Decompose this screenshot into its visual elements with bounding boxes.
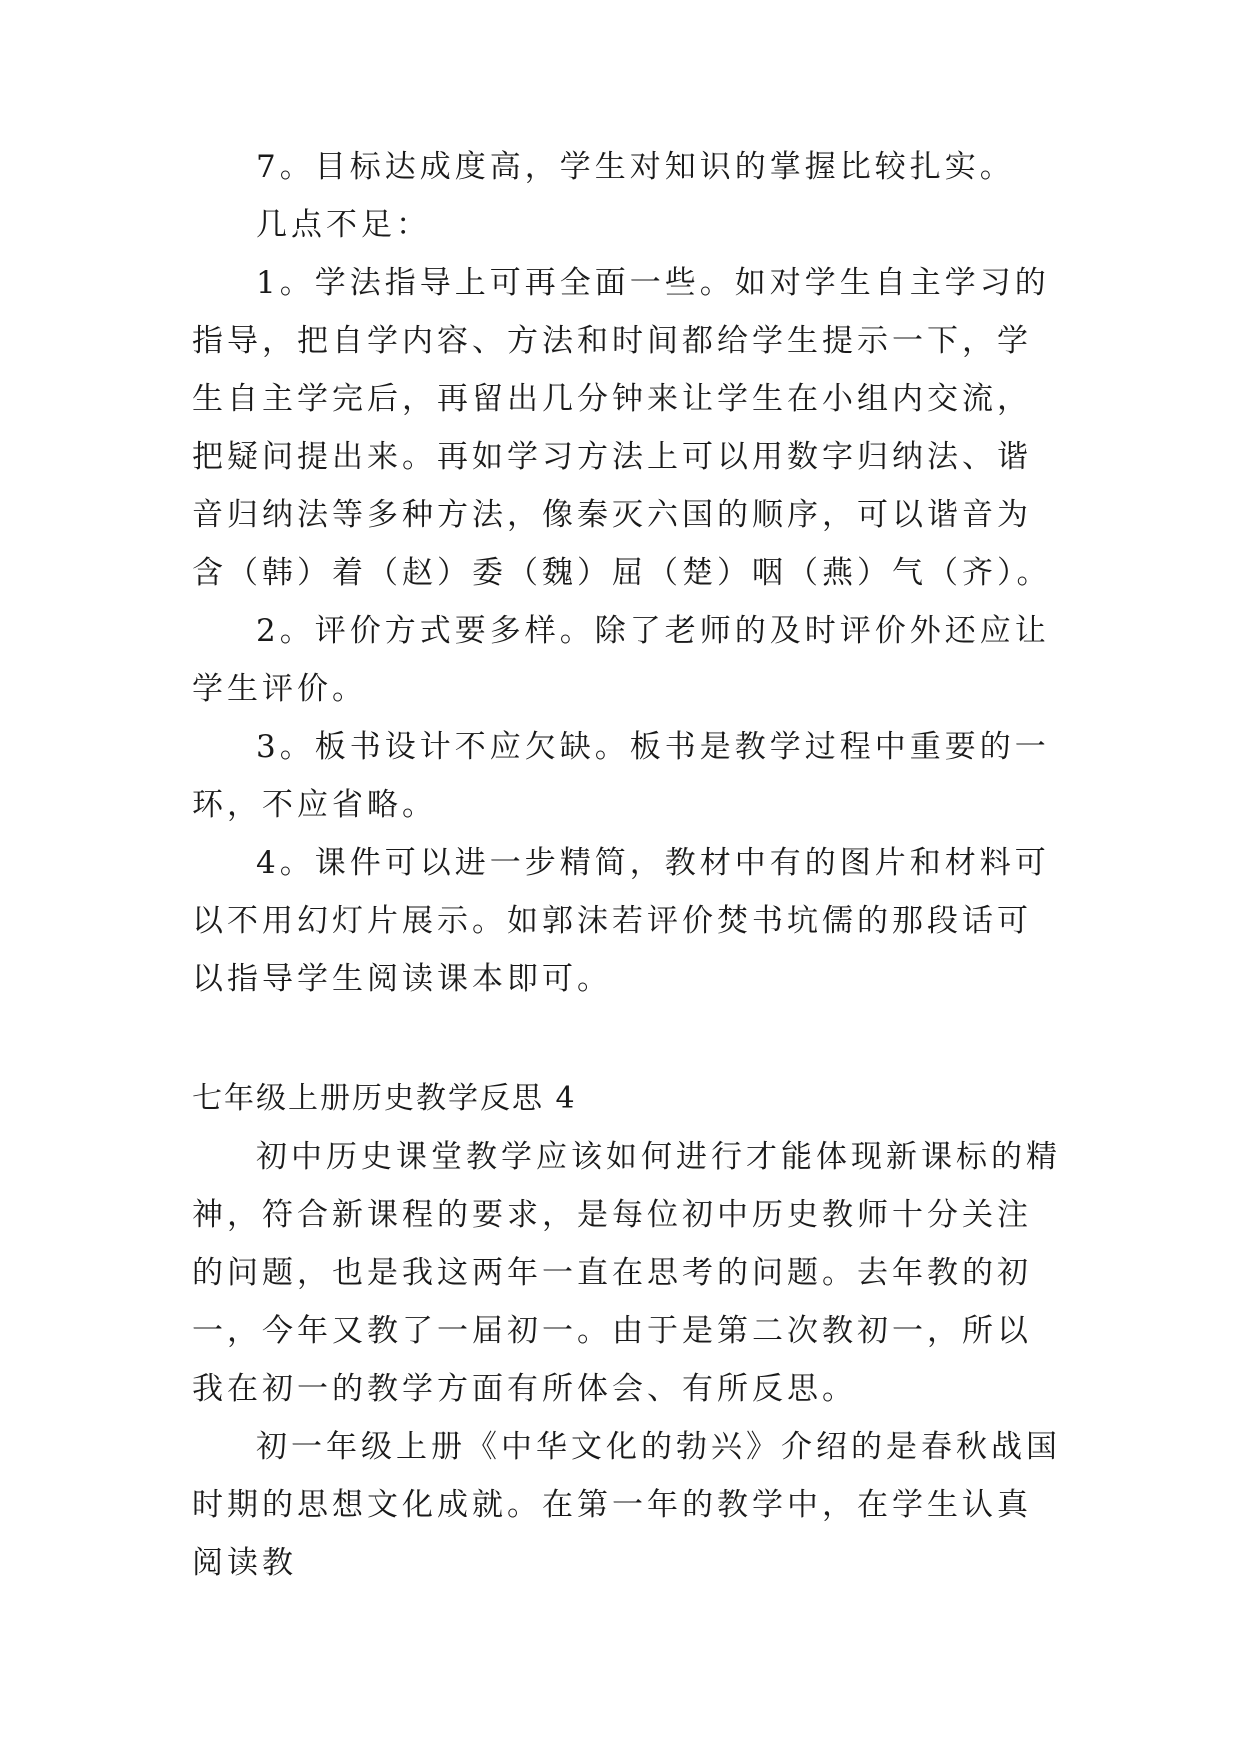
paragraph-shortcoming-2: 2。评价方式要多样。除了老师的及时评价外还应让学生评价。 (192, 613, 1050, 707)
paragraph-goal-achievement: 7。目标达成度高，学生对知识的掌握比较扎实。 (256, 149, 1015, 185)
paragraph-shortcomings-heading: 几点不足： (256, 207, 431, 243)
paragraph-shortcoming-4: 4。课件可以进一步精简，教材中有的图片和材料可以不用幻灯片展示。如郭沫若评价焚书坑儒的那段话可以指导学生阅读课本即可。 (192, 845, 1050, 997)
paragraph-shortcoming-3: 3。板书设计不应欠缺。板书是教学过程中重要的一环，不应省略。 (192, 729, 1050, 823)
section-paragraph-2: 初一年级上册《中华文化的勃兴》介绍的是春秋战国时期的思想文化成就。在第一年的教学中，在学生认真阅读教 (192, 1429, 1061, 1581)
section-paragraph-1: 初中历史课堂教学应该如何进行才能体现新课标的精神，符合新课程的要求，是每位初中历史教师十分关注的问题，也是我这两年一直在思考的问题。去年教的初一，今年又教了一届初一。由于是第二次教初一，所以我在初一的教学方面有所体会、有所反思。 (192, 1139, 1061, 1407)
section-title: 七年级上册历史教学反思 4 (192, 1081, 577, 1116)
paragraph-shortcoming-1: 1。学法指导上可再全面一些。如对学生自主学习的指导，把自学内容、方法和时间都给学生提示一下，学生自主学完后，再留出几分钟来让学生在小组内交流，把疑问提出来。再如学习方法上可以用数字归纳法、谐音归纳法等多种方法，像秦灭六国的顺序，可以谐音为含（韩）着（赵）委（魏）屈（楚）咽（燕）气（齐）。 (192, 265, 1052, 591)
